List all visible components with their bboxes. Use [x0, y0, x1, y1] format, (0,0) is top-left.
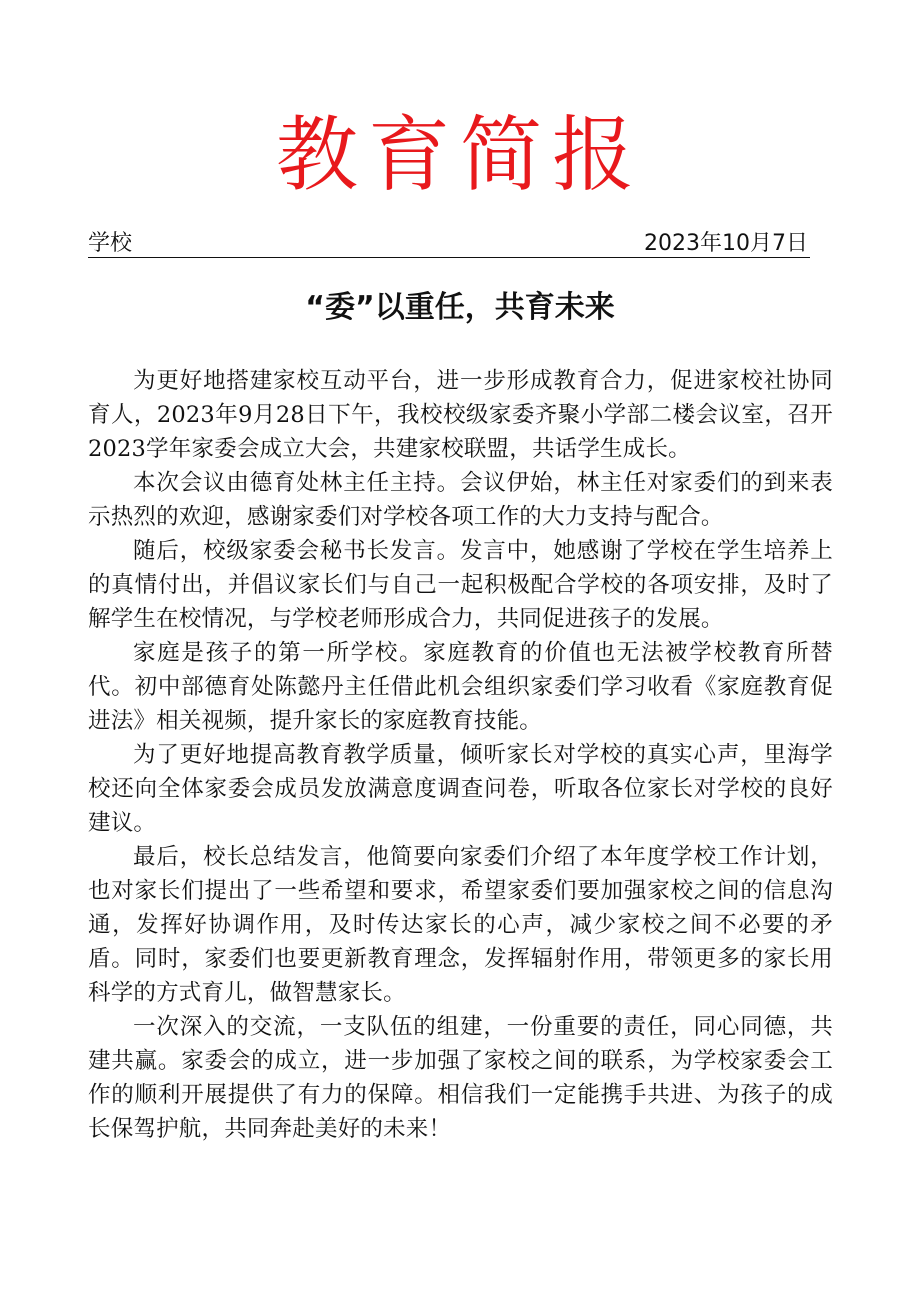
- school-label: 学校: [88, 231, 133, 256]
- paragraph: 家庭是孩子的第一所学校。家庭教育的价值也无法被学校教育所替代。初中部德育处陈懿丹主任借此机会组织家委们学习收看《家庭教育促进法》相关视频，提升家长的家庭教育技能。: [88, 640, 833, 734]
- issue-date: 2023年10月7日: [644, 231, 808, 256]
- newsletter-masthead: 教育简报: [275, 108, 644, 203]
- paragraph: 一次深入的交流，一支队伍的组建，一份重要的责任，同心同德，共建共赢。家委会的成立，进一步加强了家校之间的联系，为学校家委会工作的顺利开展提供了有力的保障。相信我们一定能携手共进、为孩子的成长保驾护航，共同奔赴美好的未来！: [88, 1014, 833, 1142]
- paragraph: 为了更好地提高教育教学质量，倾听家长对学校的真实心声，里海学校还向全体家委会成员发放满意度调查问卷，听取各位家长对学校的良好建议。: [88, 742, 833, 836]
- article-title: “委”以重任，共育未来: [305, 290, 615, 325]
- article-body: [88, 364, 833, 1146]
- paragraph: 本次会议由德育处林主任主持。会议伊始，林主任对家委们的到来表示热烈的欢迎，感谢家委们对学校各项工作的大力支持与配合。: [88, 470, 833, 530]
- paragraph: 随后，校级家委会秘书长发言。发言中，她感谢了学校在学生培养上的真情付出，并倡议家长们与自己一起积极配合学校的各项安排，及时了解学生在校情况，与学校老师形成合力，共同促进孩子的发展。: [88, 538, 833, 632]
- paragraph: 为更好地搭建家校互动平台，进一步形成教育合力，促进家校社协同育人，2023年9月28日下午，我校校级家委齐聚小学部二楼会议室，召开2023学年家委会成立大会，共建家校联盟，共话学生成长。: [88, 368, 833, 462]
- meta-line: [88, 231, 810, 258]
- paragraph: 最后，校长总结发言，他简要向家委们介绍了本年度学校工作计划，也对家长们提出了一些希望和要求，希望家委们要加强家校之间的信息沟通，发挥好协调作用，及时传达家长的心声，减少家校之间不必要的矛盾。同时，家委们也要更新教育理念，发挥辐射作用，带领更多的家长用科学的方式育儿，做智慧家长。: [88, 844, 833, 1006]
